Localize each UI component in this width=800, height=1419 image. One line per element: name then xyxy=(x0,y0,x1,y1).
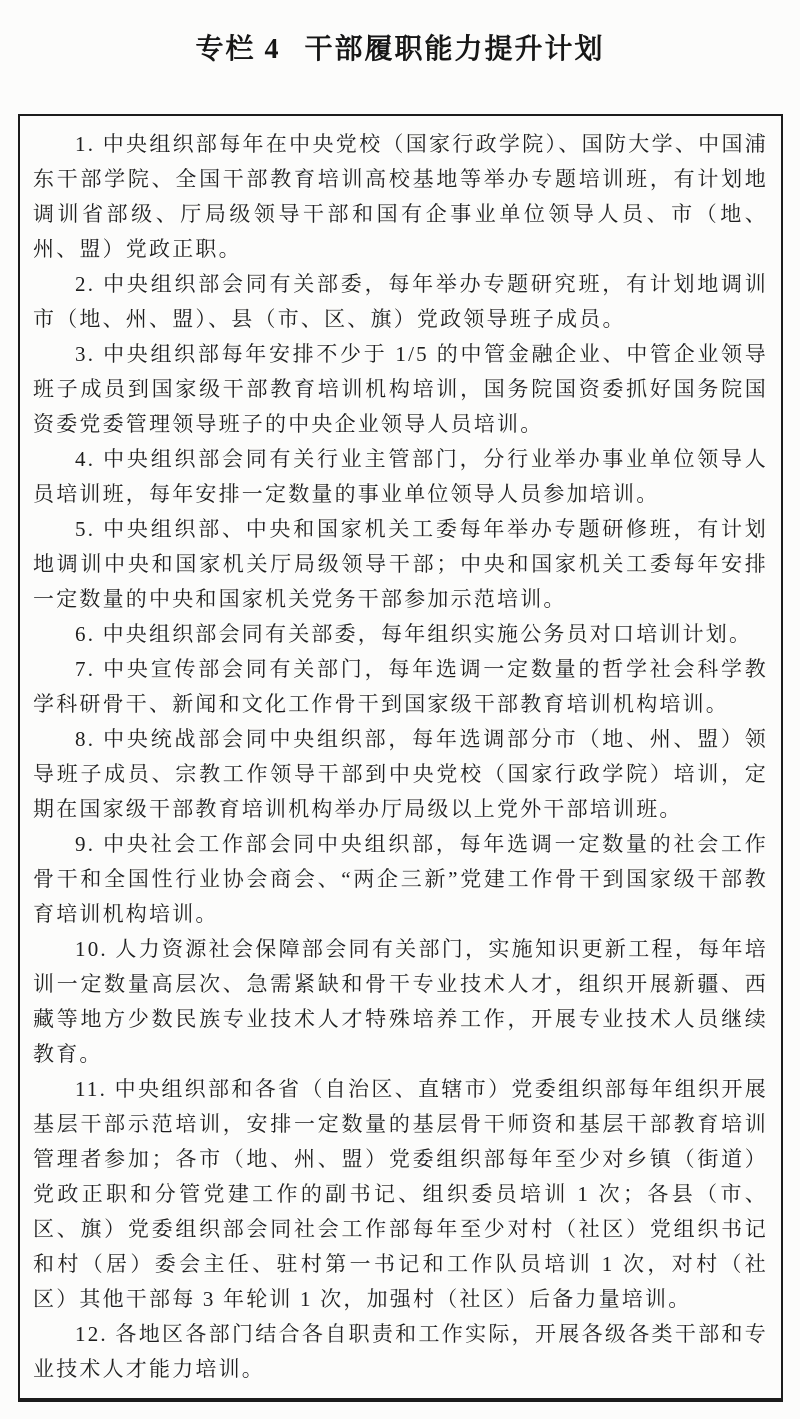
page-title-text: 干部履职能力提升计划 xyxy=(304,34,605,65)
plan-item-11: 11. 中央组织部和各省（自治区、直辖市）党委组织部每年组织开展基层干部示范培训，安排一定数量的基层骨干师资和基层干部教育培训管理者参加；各市（地、州、盟）党委组织部每年至少对乡镇（街道）党政正职和分管党建工作的副书记、组织委员培训 1 次；各县（市、区、旗）党委组织部会同社会工作部每年至少对村（社区）党组织书记和村（居）委会主任、驻村第一书记和工作队员培训 1 次，对村（社区）其他干部每 3 年轮训 1 次，加强村（社区）后备力量培训。 xyxy=(33,1077,768,1311)
page-title-column-number: 专栏 4 xyxy=(195,34,281,65)
plan-box xyxy=(18,114,783,1402)
plan-item-3: 3. 中央组织部每年安排不少于 1/5 的中管金融企业、中管企业领导班子成员到国家级干部教育培训机构培训，国务院国资委抓好国务院国资委党委管理领导班子的中央企业领导人员培训。 xyxy=(33,342,768,436)
plan-item-1: 1. 中央组织部每年在中央党校（国家行政学院）、国防大学、中国浦东干部学院、全国干部教育培训高校基地等举办专题培训班，有计划地调训省部级、厅局级领导干部和国有企事业单位领导人员、市（地、州、盟）党政正职。 xyxy=(33,132,768,261)
plan-item-2: 2. 中央组织部会同有关部委，每年举办专题研究班，有计划地调训市（地、州、盟）、县（市、区、旗）党政领导班子成员。 xyxy=(33,272,768,331)
plan-item-8: 8. 中央统战部会同中央组织部，每年选调部分市（地、州、盟）领导班子成员、宗教工作领导干部到中央党校（国家行政学院）培训，定期在国家级干部教育培训机构举办厅局级以上党外干部培训班。 xyxy=(33,727,768,821)
plan-item-4: 4. 中央组织部会同有关行业主管部门，分行业举办事业单位领导人员培训班，每年安排一定数量的事业单位领导人员参加培训。 xyxy=(33,447,768,506)
plan-item-6: 6. 中央组织部会同有关部委，每年组织实施公务员对口培训计划。 xyxy=(75,622,753,646)
plan-item-5: 5. 中央组织部、中央和国家机关工委每年举办专题研修班，有计划地调训中央和国家机关厅局级领导干部；中央和国家机关工委每年安排一定数量的中央和国家机关党务干部参加示范培训。 xyxy=(33,517,768,611)
plan-item-7: 7. 中央宣传部会同有关部门，每年选调一定数量的哲学社会科学教学科研骨干、新闻和文化工作骨干到国家级干部教育培训机构培训。 xyxy=(33,657,768,716)
page-title xyxy=(0,0,800,67)
plan-item-10: 10. 人力资源社会保障部会同有关部门，实施知识更新工程，每年培训一定数量高层次、急需紧缺和骨干专业技术人才，组织开展新疆、西藏等地方少数民族专业技术人才特殊培养工作，开展专业技术人员继续教育。 xyxy=(33,937,768,1066)
plan-item-9: 9. 中央社会工作部会同中央组织部，每年选调一定数量的社会工作骨干和全国性行业协会商会、“两企三新”党建工作骨干到国家级干部教育培训机构培训。 xyxy=(33,832,768,926)
plan-item-12: 12. 各地区各部门结合各自职责和工作实际，开展各级各类干部和专业技术人才能力培训。 xyxy=(33,1322,768,1381)
